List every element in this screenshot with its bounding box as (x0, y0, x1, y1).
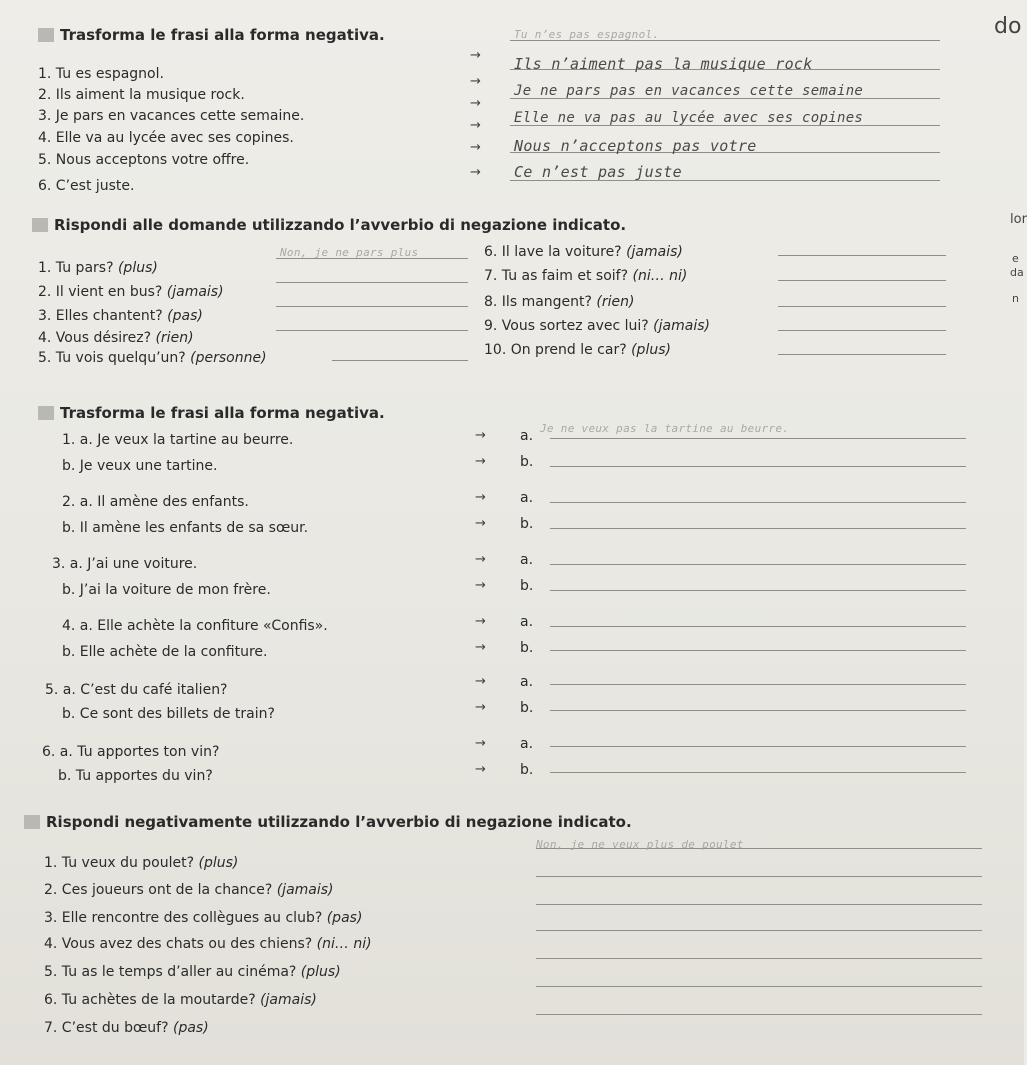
exercise-4-title: Rispondi negativamente utilizzando l’avverbio di negazione indicato. (24, 813, 632, 831)
label-b: b. (520, 578, 534, 594)
label-a: a. (520, 552, 534, 568)
exercise-number-badge (24, 815, 40, 829)
ex3-item-3a: 3. a. J’ai une voiture. (52, 556, 198, 572)
ex4-question-4: 4. Vous avez des chats ou des chiens? (ni… ni) (44, 936, 372, 952)
ex1-item-4: 4. Elle va au lycée avec ses copines. (38, 130, 294, 146)
ex1-answer-5: Nous n’acceptons pas votre (514, 137, 757, 155)
exercise-3-title: Trasforma le frasi alla forma negativa. (38, 404, 385, 422)
ex4-question-2: 2. Ces joueurs ont de la chance? (jamais) (44, 882, 334, 898)
exercise-2-title: Rispondi alle domande utilizzando l’avverbio di negazione indicato. (32, 216, 626, 234)
ex4-question-5: 5. Tu as le temps d’aller au cinéma? (plus) (44, 964, 341, 980)
arrow-icon: → (475, 428, 486, 443)
arrow-icon: → (475, 640, 486, 655)
ex3-item-3b: b. J’ai la voiture de mon frère. (62, 582, 271, 598)
arrow-icon: → (475, 578, 486, 593)
ex3-item-2b: b. Il amène les enfants de sa sœur. (62, 520, 309, 536)
label-a: a. (520, 428, 534, 444)
arrow-icon: → (470, 96, 481, 111)
arrow-icon: → (475, 454, 486, 469)
edge-fragment: lor (1010, 212, 1027, 227)
ex1-item-6: 6. C’est juste. (38, 178, 135, 194)
label-b: b. (520, 762, 534, 778)
arrow-icon: → (475, 674, 486, 689)
ex3-item-5b: b. Ce sont des billets de train? (62, 706, 275, 722)
label-b: b. (520, 454, 534, 470)
ex4-answer-1: Non, je ne veux plus de poulet (536, 838, 744, 851)
ex3-item-2a: 2. a. Il amène des enfants. (62, 494, 249, 510)
ex3-item-6a: 6. a. Tu apportes ton vin? (42, 744, 220, 760)
arrow-icon: → (475, 490, 486, 505)
ex4-question-3: 3. Elle rencontre des collègues au club? (pas) (44, 910, 363, 926)
arrow-icon: → (475, 736, 486, 751)
ex2-answer-1: Non, je ne pars plus (280, 246, 419, 259)
ex2-question-9: 9. Vous sortez avec lui? (jamais) (484, 318, 710, 334)
ex3-item-4b: b. Elle achète de la confiture. (62, 644, 268, 660)
edge-fragment: da (1010, 266, 1024, 279)
ex2-question-1: 1. Tu pars? (plus) (38, 260, 158, 276)
exercise-number-badge (38, 406, 54, 420)
edge-fragment: e (1012, 252, 1019, 265)
ex3-item-1a: 1. a. Je veux la tartine au beurre. (62, 432, 294, 448)
arrow-icon: → (475, 614, 486, 629)
label-a: a. (520, 490, 534, 506)
ex1-item-3: 3. Je pars en vacances cette semaine. (38, 108, 305, 124)
ex1-answer-4: Elle ne va pas au lycée avec ses copines (514, 110, 864, 126)
label-a: a. (520, 614, 534, 630)
arrow-icon: → (475, 762, 486, 777)
label-b: b. (520, 640, 534, 656)
ex2-question-2: 2. Il vient en bus? (jamais) (38, 284, 224, 300)
exercise-1-title: Trasforma le frasi alla forma negativa. (38, 26, 385, 44)
ex1-answer-3: Je ne pars pas en vacances cette semaine (514, 83, 864, 99)
ex3-item-1b: b. Je veux une tartine. (62, 458, 218, 474)
edge-fragment: n (1012, 292, 1019, 305)
label-a: a. (520, 674, 534, 690)
label-b: b. (520, 516, 534, 532)
label-b: b. (520, 700, 534, 716)
ex3-item-6b: b. Tu apportes du vin? (58, 768, 213, 784)
ex2-question-7: 7. Tu as faim et soif? (ni… ni) (484, 268, 688, 284)
ex1-answer-2: Ils n’aiment pas la musique rock (514, 55, 813, 73)
arrow-icon: → (475, 516, 486, 531)
exercise-number-badge (38, 28, 54, 42)
arrow-icon: → (470, 48, 481, 63)
exercise-number-badge (32, 218, 48, 232)
arrow-icon: → (470, 165, 481, 180)
ex2-question-5: 5. Tu vois quelqu’un? (personne) (38, 350, 267, 366)
ex4-question-7: 7. C’est du bœuf? (pas) (44, 1020, 209, 1036)
ex3-item-4a: 4. a. Elle achète la confiture «Confis». (62, 618, 328, 634)
ex3-item-5a: 5. a. C’est du café italien? (45, 682, 228, 698)
ex2-question-8: 8. Ils mangent? (rien) (484, 294, 635, 310)
ex2-question-10: 10. On prend le car? (plus) (484, 342, 671, 358)
ex2-question-3: 3. Elles chantent? (pas) (38, 308, 203, 324)
ex1-item-2: 2. Ils aiment la musique rock. (38, 87, 245, 103)
ex2-question-6: 6. Il lave la voiture? (jamais) (484, 244, 683, 260)
ex2-question-4: 4. Vous désirez? (rien) (38, 330, 194, 346)
ex3-answer-1a: Je ne veux pas la tartine au beurre. (540, 422, 790, 435)
ex1-answer-6: Ce n’est pas juste (514, 163, 682, 181)
edge-fragment: do (994, 14, 1022, 39)
ex4-question-1: 1. Tu veux du poulet? (plus) (44, 855, 239, 871)
label-a: a. (520, 736, 534, 752)
arrow-icon: → (470, 74, 481, 89)
arrow-icon: → (470, 118, 481, 133)
ex1-item-5: 5. Nous acceptons votre offre. (38, 152, 250, 168)
arrow-icon: → (475, 700, 486, 715)
ex1-item-1: 1. Tu es espagnol. (38, 66, 164, 82)
arrow-icon: → (470, 140, 481, 155)
arrow-icon: → (475, 552, 486, 567)
ex4-question-6: 6. Tu achètes de la moutarde? (jamais) (44, 992, 317, 1008)
ex1-answer-1: Tu n’es pas espagnol. (514, 28, 660, 41)
